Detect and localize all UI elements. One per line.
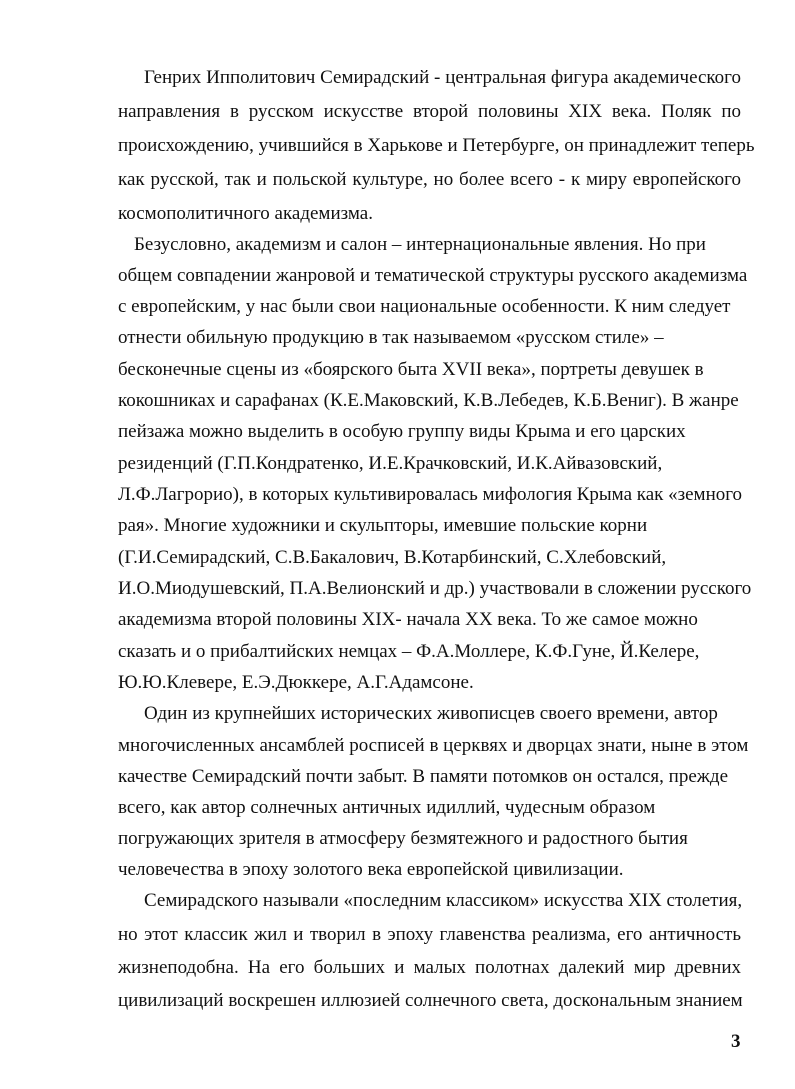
- text-line: с европейским, у нас были свои национальные особенности. К ним следует: [118, 296, 731, 317]
- text-line: космополитичного академизма.: [118, 203, 373, 224]
- text-line: жизнеподобна. На его больших и малых полотнах далекий мир древних: [118, 957, 741, 978]
- text-line: как русской, так и польской культуре, но более всего - к миру европейского: [118, 169, 741, 190]
- text-line: происхождению, учившийся в Харькове и Петербурге, он принадлежит теперь: [118, 135, 755, 156]
- text-line: Один из крупнейших исторических живописцев своего времени, автор: [144, 703, 718, 724]
- text-line: Семирадского называли «последним классиком» искусства XIX столетия,: [144, 890, 743, 911]
- text-line: качестве Семирадский почти забыт. В памяти потомков он остался, прежде: [118, 766, 729, 787]
- text-line: академизма второй половины XIX- начала XX века. То же самое можно: [118, 609, 698, 630]
- page-number: 3: [731, 1031, 741, 1052]
- text-line: всего, как автор солнечных античных идиллий, чудесным образом: [118, 797, 656, 818]
- text-line: пейзажа можно выделить в особую группу виды Крыма и его царских: [118, 421, 686, 442]
- text-line: Л.Ф.Лагрорио), в которых культивировалась мифология Крыма как «земного: [118, 484, 743, 505]
- text-line: резиденций (Г.П.Кондратенко, И.Е.Крачковский, И.К.Айвазовский,: [118, 453, 663, 474]
- text-line: многочисленных ансамблей росписей в церквях и дворцах знати, ныне в этом: [118, 735, 749, 756]
- text-line: (Г.И.Семирадский, С.В.Бакалович, В.Котарбинский, С.Хлебовский,: [118, 547, 667, 568]
- text-line: человечества в эпоху золотого века европейской цивилизации.: [118, 859, 624, 880]
- text-line: сказать и о прибалтийских немцах – Ф.А.Моллере, К.Ф.Гуне, Й.Келере,: [118, 641, 700, 662]
- text-line: И.О.Миодушевский, П.А.Велионский и др.) участвовали в сложении русского: [118, 578, 752, 599]
- text-line: отнести обильную продукцию в так называемом «русском стиле» –: [118, 327, 664, 348]
- text-line: Генрих Ипполитович Семирадский - центральная фигура академического: [144, 67, 741, 88]
- text-line: общем совпадении жанровой и тематической структуры русского академизма: [118, 265, 748, 286]
- text-line: кокошниках и сарафанах (К.Е.Маковский, К.В.Лебедев, К.Б.Вениг). В жанре: [118, 390, 739, 411]
- text-line: Безусловно, академизм и салон – интернациональные явления. Но при: [134, 234, 706, 255]
- text-line: цивилизаций воскрешен иллюзией солнечного света, доскональным знанием: [118, 990, 743, 1011]
- text-line: погружающих зрителя в атмосферу безмятежного и радостного бытия: [118, 828, 688, 849]
- text-line: бесконечные сцены из «боярского быта XVII века», портреты девушек в: [118, 359, 704, 380]
- text-line: направления в русском искусстве второй половины XIX века. Поляк по: [118, 101, 741, 122]
- text-line: Ю.Ю.Клевере, Е.Э.Дюккере, А.Г.Адамсоне.: [118, 672, 474, 693]
- text-line: но этот классик жил и творил в эпоху главенства реализма, его античность: [118, 924, 741, 945]
- text-line: рая». Многие художники и скульпторы, имевшие польские корни: [118, 515, 648, 536]
